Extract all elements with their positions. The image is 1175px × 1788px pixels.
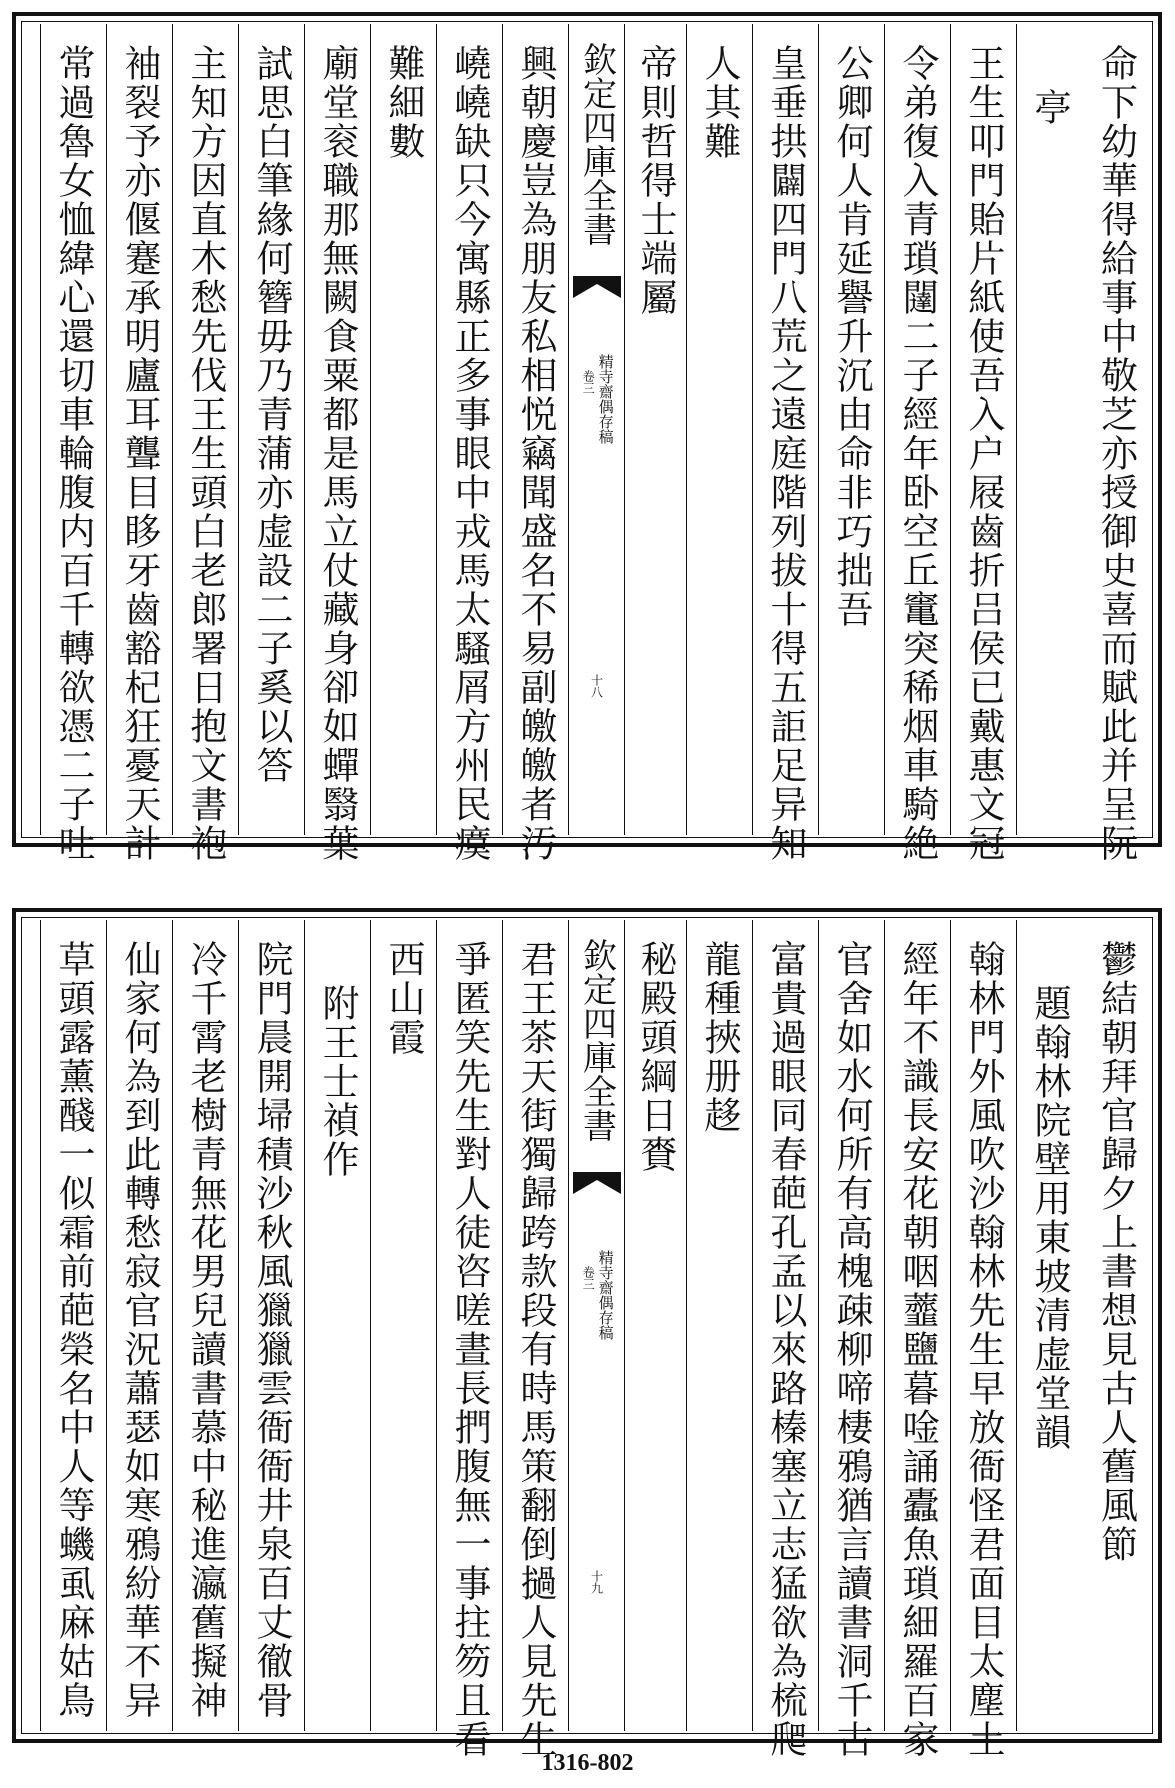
text-column <box>238 24 304 835</box>
text-column <box>752 920 818 1759</box>
column-text: 院門晨開埽積沙秋風獵獵雲衙衙井泉百丈徹骨 <box>250 940 293 1720</box>
text-column <box>1016 920 1082 1731</box>
fishtail-ornament <box>573 276 621 298</box>
column-text: 鬱結朝拜官歸夕上書想見古人舊風節 <box>1094 940 1138 1564</box>
text-column <box>950 24 1016 863</box>
text-column <box>172 24 238 863</box>
text-column <box>686 920 752 1731</box>
column-text: 令弟復入青瑣闥二子經年卧空丘竃突稀烟車騎絶 <box>896 44 939 863</box>
text-column <box>950 920 1016 1759</box>
column-text: 帝則哲得士端屬 <box>634 44 677 317</box>
text-column <box>752 24 818 863</box>
text-column <box>818 24 884 835</box>
center-column <box>568 24 624 835</box>
center-page-number: 十八 <box>589 674 604 698</box>
center-column <box>568 920 624 1731</box>
center-juan: 卷三 <box>581 370 596 394</box>
column-text: 仙家何為到此轉愁寂官況蕭瑟如寒鴉紛華不异 <box>118 940 161 1720</box>
column-text: 嶢嶢缺只今寓縣正多事眼中戎馬太騷屑方州民瘼 <box>448 44 491 863</box>
center-page-number: 十九 <box>589 1570 604 1594</box>
column-text: 秘殿頭綱日賚 <box>634 940 677 1174</box>
column-text: 王生叩門貽片紙使吾入户屐齒折吕侯已戴惠文冠 <box>962 44 1005 863</box>
column-text: 富貴過眼同春葩孔孟以來路榛塞立志猛欲為梳爬 <box>764 940 807 1759</box>
page-panel-bottom <box>12 908 1162 1759</box>
text-column <box>818 920 884 1759</box>
text-column <box>1016 24 1082 835</box>
column-text: 爭匿笑先生對人徒咨嗟晝長捫腹無一事拄笏且看 <box>448 940 491 1759</box>
column-text: 翰林門外風吹沙翰林先生早放衙怪君面目太塵土 <box>962 940 1005 1759</box>
text-column <box>370 24 436 835</box>
column-text: 興朝慶豈為朋友私相悦竊聞盛名不易副皦皦者汚 <box>514 44 557 863</box>
page-panel-top <box>12 12 1162 863</box>
column-text: 西山霞 <box>382 940 425 1057</box>
column-text: 公卿何人肯延譽升沉由命非巧拙吾 <box>830 44 873 629</box>
text-column <box>1082 24 1150 863</box>
text-column <box>884 24 950 863</box>
text-column <box>624 24 686 835</box>
text-column <box>40 24 106 863</box>
column-text: 常過魯女恤緯心還切車輪腹内百千轉欲憑二子吐 <box>52 44 95 863</box>
column-text: 人其難 <box>698 44 741 161</box>
column-text: 試思白筆緣何簪毋乃青蒲亦虚設二子奚以答 <box>250 44 293 785</box>
text-column <box>686 24 752 835</box>
center-book-title: 精寺齋偶存稿 <box>596 354 615 444</box>
text-column <box>436 920 502 1759</box>
column-text: 冷千霄老樹青無花男兒讀書慕中秘進瀛舊擬神 <box>184 940 227 1720</box>
column-text: 亭 <box>1028 88 1071 127</box>
column-text: 袖裂予亦偃蹇承明廬耳聾目眵牙齒豁杞狂憂天計 <box>118 44 161 863</box>
text-column <box>106 920 172 1731</box>
text-column <box>238 920 304 1731</box>
column-text: 主知方因直木愁先伐王生頭白老郎署日抱文書袍 <box>184 44 227 863</box>
column-text: 廟堂衮職那無闕食粟都是馬立仗藏身卻如蟬翳葉 <box>316 44 359 863</box>
column-text: 題翰林院壁用東坡清虚堂韻 <box>1028 984 1071 1452</box>
column-text: 官舍如水何所有高槐疎柳啼棲鴉猶言讀書洞千古 <box>830 940 873 1759</box>
text-column <box>304 920 370 1731</box>
text-column <box>884 920 950 1759</box>
fishtail-ornament <box>573 1172 621 1194</box>
column-text: 經年不識長安花朝咽虀鹽暮唫誦蠹魚瑣細羅百家 <box>896 940 939 1759</box>
text-column <box>106 24 172 863</box>
text-column <box>1082 920 1150 1731</box>
text-column <box>304 24 370 863</box>
text-column <box>40 920 106 1731</box>
column-text: 皇垂拱闢四門八荒之遠庭階列拔十得五詎足异知 <box>764 44 807 863</box>
center-title: 欽定四庫全書 <box>576 938 617 1142</box>
column-text: 草頭露薰醆一似霜前葩榮名中人等蟣虱麻姑鳥 <box>52 940 95 1720</box>
column-text: 附王士禎作 <box>316 984 359 1179</box>
column-text: 命下幼華得給事中敬芝亦授御史喜而賦此并呈阮 <box>1094 44 1138 863</box>
text-column <box>436 24 502 863</box>
text-column <box>502 920 568 1759</box>
column-text: 君王茶天街獨歸跨款段有時馬策翻倒撾人見先生 <box>514 940 557 1759</box>
center-title: 欽定四庫全書 <box>576 42 617 246</box>
center-book-title: 精寺齋偶存稿 <box>596 1250 615 1340</box>
text-column <box>370 920 436 1731</box>
center-juan: 卷三 <box>581 1266 596 1290</box>
page-number: 1316-802 <box>541 1750 634 1776</box>
text-column <box>172 920 238 1731</box>
text-column <box>624 920 686 1731</box>
column-text: 難細數 <box>382 44 425 161</box>
column-text: 龍種挾册趍 <box>698 940 741 1135</box>
text-column <box>502 24 568 863</box>
